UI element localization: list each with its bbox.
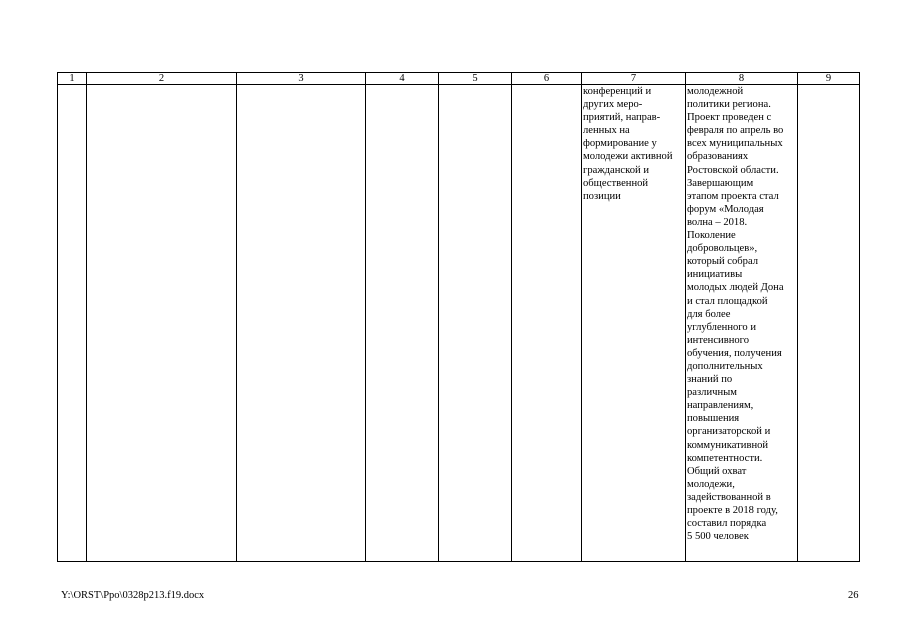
column-header-2: 2 [87,73,237,85]
cell-text-line: ленных на [583,125,630,137]
cell-text-line: углубленного и [687,321,756,333]
cell-text-line: интенсивного [687,334,750,346]
cell-text-line: повышения [687,413,740,425]
cell-text-line: который собрал [687,256,759,268]
cell-text-line: других меро- [583,99,643,111]
cell-7-text [582,85,685,203]
cell-text-line: гражданской и [583,164,650,176]
page-number: 26 [848,590,859,601]
cell-text-line: задействованной в [687,491,771,503]
cell-text-line: Поколение [687,230,736,242]
table-cell-1 [58,85,87,562]
cell-text-line: волна – 2018. [687,216,748,228]
column-header-3: 3 [237,73,366,85]
cell-text-line: для более [687,308,731,320]
column-header-8: 8 [686,73,798,85]
cell-text-line: молодежи активной [583,151,673,163]
table-header-row [58,73,860,85]
column-header-5: 5 [439,73,512,85]
cell-text-line: февраля по апрель во [687,125,784,137]
cell-text-line: 5 500 человек [687,531,749,543]
column-header-9: 9 [798,73,860,85]
cell-text-line: молодежи, [687,478,735,490]
cell-text-line: инициативы [687,269,743,281]
table-cell-7 [582,85,686,562]
table-cell-9 [798,85,860,562]
cell-text-line: образованиях [687,151,749,163]
cell-8-text [686,85,797,543]
cell-text-line: дополнительных [687,360,763,372]
cell-text-line: форум «Молодая [687,203,764,215]
cell-text-line: коммуникативной [687,439,769,451]
table-cell-4 [366,85,439,562]
column-header-4: 4 [366,73,439,85]
column-header-6: 6 [512,73,582,85]
cell-text-line: Проект проведен с [687,112,772,124]
cell-text-line: компетентности. [687,452,763,464]
table-cell-3 [237,85,366,562]
cell-text-line: и стал площадкой [687,295,768,307]
cell-text-line: общественной [583,177,649,189]
cell-text-line: молодежной [687,86,744,97]
cell-text-line: направлениям, [687,400,754,412]
table-cell-2 [87,85,237,562]
cell-text-line: добровольцев», [687,243,758,255]
cell-text-line: обучения, получения [687,347,782,359]
cell-text-line: организаторской и [687,426,771,438]
cell-text-line: формирование у [583,138,657,150]
cell-text-line: конференций и [583,86,652,97]
cell-text-line: Ростовской области. [687,164,779,176]
column-header-1: 1 [58,73,87,85]
column-header-7: 7 [582,73,686,85]
cell-text-line: позиции [583,190,621,202]
cell-text-line: Общий охват [687,465,747,477]
table-row [58,85,860,562]
footer-file-path: Y:\ORST\Ppo\0328p213.f19.docx [61,590,205,601]
cell-text-line: приятий, направ- [583,112,661,124]
cell-text-line: политики региона. [687,99,771,111]
cell-text-line: знаний по [687,374,733,386]
table-cell-6 [512,85,582,562]
cell-text-line: проекте в 2018 году, [687,505,778,516]
cell-text-line: этапом проекта стал [687,190,779,202]
cell-text-line: составил порядка [687,518,767,530]
cell-text-line: молодых людей Дона [687,282,784,294]
table-cell-8 [686,85,798,562]
cell-text-line: всех муниципальных [687,138,783,150]
cell-text-line: различным [687,387,737,399]
table-cell-5 [439,85,512,562]
document-table [57,72,860,562]
cell-text-line: Завершающим [687,177,754,189]
